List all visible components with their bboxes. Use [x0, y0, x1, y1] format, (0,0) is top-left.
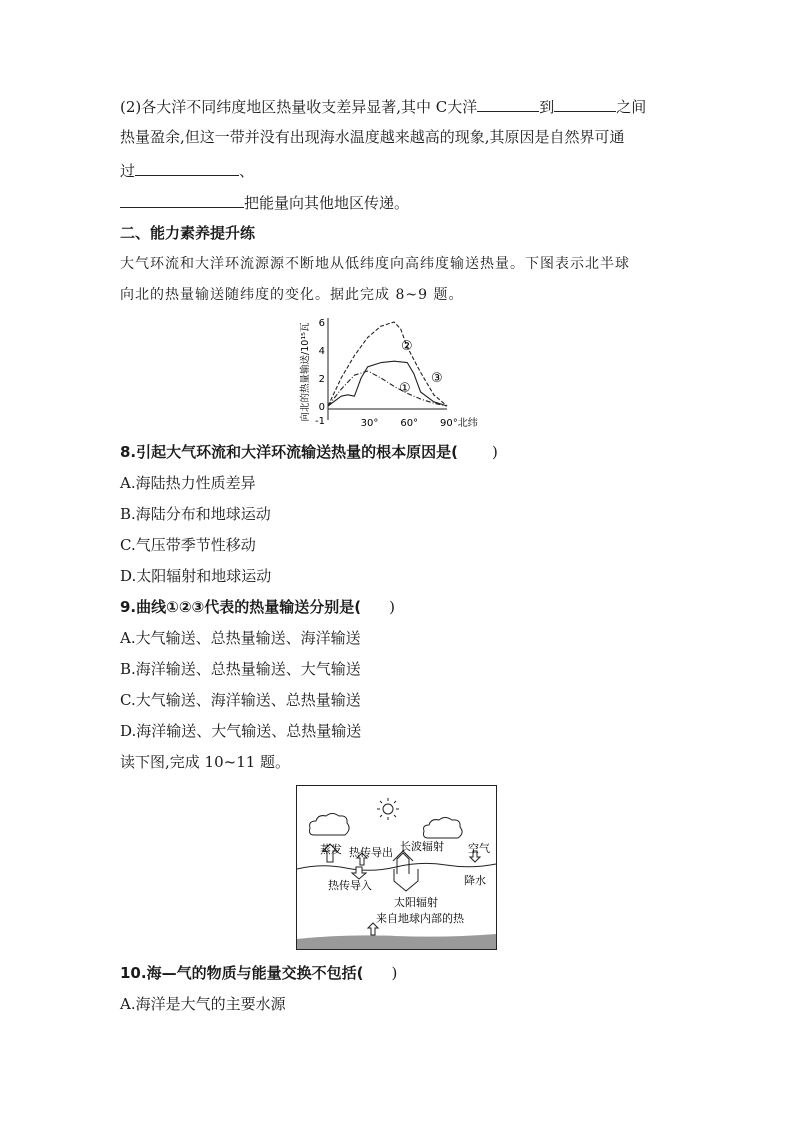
y-tick-label: -1	[315, 416, 325, 427]
q8-option-b[interactable]: B.海陆分布和地球运动	[120, 505, 271, 523]
answer-blank-4[interactable]	[120, 191, 244, 208]
q9-option-d[interactable]: D.海洋输送、大气输送、总热量输送	[120, 722, 362, 740]
series-layer	[328, 322, 447, 406]
q7-line2: 热量盈余,但这一带并没有出现海水温度越来越高的现象,其原因是自然界可通	[120, 128, 625, 146]
chart-ylabel: 向北的热量输送/10¹⁵瓦	[300, 322, 311, 422]
ocean-air-exchange-diagram	[296, 785, 498, 951]
label-earth-heat: 来自地球内部的热	[376, 912, 464, 925]
q7-text-end: 把能量向其他地区传递。	[244, 194, 410, 212]
intro-8-9-line2: 向北的热量输送随纬度的变化。据此完成 8~9 题。	[120, 287, 464, 303]
answer-blank-3[interactable]	[135, 159, 239, 176]
series-label-3: ③	[431, 371, 443, 386]
q10-stem: 10.海—气的物质与能量交换不包括(	[120, 964, 364, 982]
answer-blank-2[interactable]	[554, 95, 616, 112]
q7-text-comma: 、	[239, 162, 255, 180]
label-air: 空气	[468, 842, 490, 855]
q7-text-b: 到	[539, 98, 555, 116]
q7-text-c: 之间	[616, 98, 647, 116]
y-axis-ticks	[315, 318, 325, 427]
label-heat-out: 热传导出	[349, 846, 393, 859]
q8-option-c[interactable]: C.气压带季节性移动	[120, 536, 256, 554]
label-heat-in: 热传导入	[328, 879, 372, 892]
x-axis-ticks	[361, 416, 478, 429]
q7-text-a: (2)各大洋不同纬度地区热量收支差异显著,其中 C大洋	[120, 98, 478, 116]
q7-line1	[120, 95, 646, 117]
y-tick-label: 6	[318, 318, 325, 329]
q9-stem-line	[120, 597, 395, 617]
q7-line3	[120, 159, 254, 181]
q8-option-a[interactable]: A.海陆热力性质差异	[120, 474, 256, 492]
q10-close: )	[391, 964, 398, 982]
x-tick-label: 60°	[400, 418, 419, 429]
q9-close: )	[389, 598, 395, 616]
series-label-1: ①	[399, 381, 411, 396]
label-evaporation: 蒸发	[320, 843, 342, 856]
q10-option-a[interactable]: A.海洋是大气的主要水源	[120, 995, 286, 1013]
series-line-2	[328, 322, 447, 406]
q9-option-c[interactable]: C.大气输送、海洋输送、总热量输送	[120, 691, 361, 709]
label-longwave: 长波辐射	[400, 840, 444, 853]
series-line-1	[328, 371, 447, 406]
intro-8-9-line1: 大气环流和大洋环流源源不断地从低纬度向高纬度输送热量。下图表示北半球	[120, 256, 630, 272]
q8-option-d[interactable]: D.太阳辐射和地球运动	[120, 567, 272, 585]
x-tick-label: 30°	[360, 418, 379, 429]
label-precip: 降水	[464, 874, 486, 887]
y-tick-label: 0	[318, 402, 325, 413]
section-title: 二、能力素养提升练	[120, 224, 256, 242]
q8-close: )	[492, 443, 498, 461]
q8-stem: 8.引起大气环流和大洋环流输送热量的根本原因是(	[120, 443, 458, 461]
q9-stem: 9.曲线①②③代表的热量输送分别是(	[120, 598, 362, 616]
intro-10-11: 读下图,完成 10~11 题。	[120, 753, 291, 771]
q10-stem-line	[120, 963, 397, 983]
series-label-2: ②	[401, 339, 413, 354]
q9-option-a[interactable]: A.大气输送、总热量输送、海洋输送	[120, 629, 361, 647]
series-line-3	[328, 361, 447, 406]
y-tick-label: 4	[318, 346, 325, 357]
heat-transport-chart	[295, 312, 480, 432]
q7-text-through: 过	[120, 162, 136, 180]
label-solar: 太阳辐射	[394, 896, 438, 909]
q9-option-b[interactable]: B.海洋输送、总热量输送、大气输送	[120, 660, 361, 678]
y-tick-label: 2	[318, 374, 325, 385]
q7-line4	[120, 191, 409, 213]
q8-stem-line	[120, 442, 498, 462]
x-tick-label: 90°北纬	[440, 418, 478, 429]
answer-blank-1[interactable]	[477, 95, 539, 112]
